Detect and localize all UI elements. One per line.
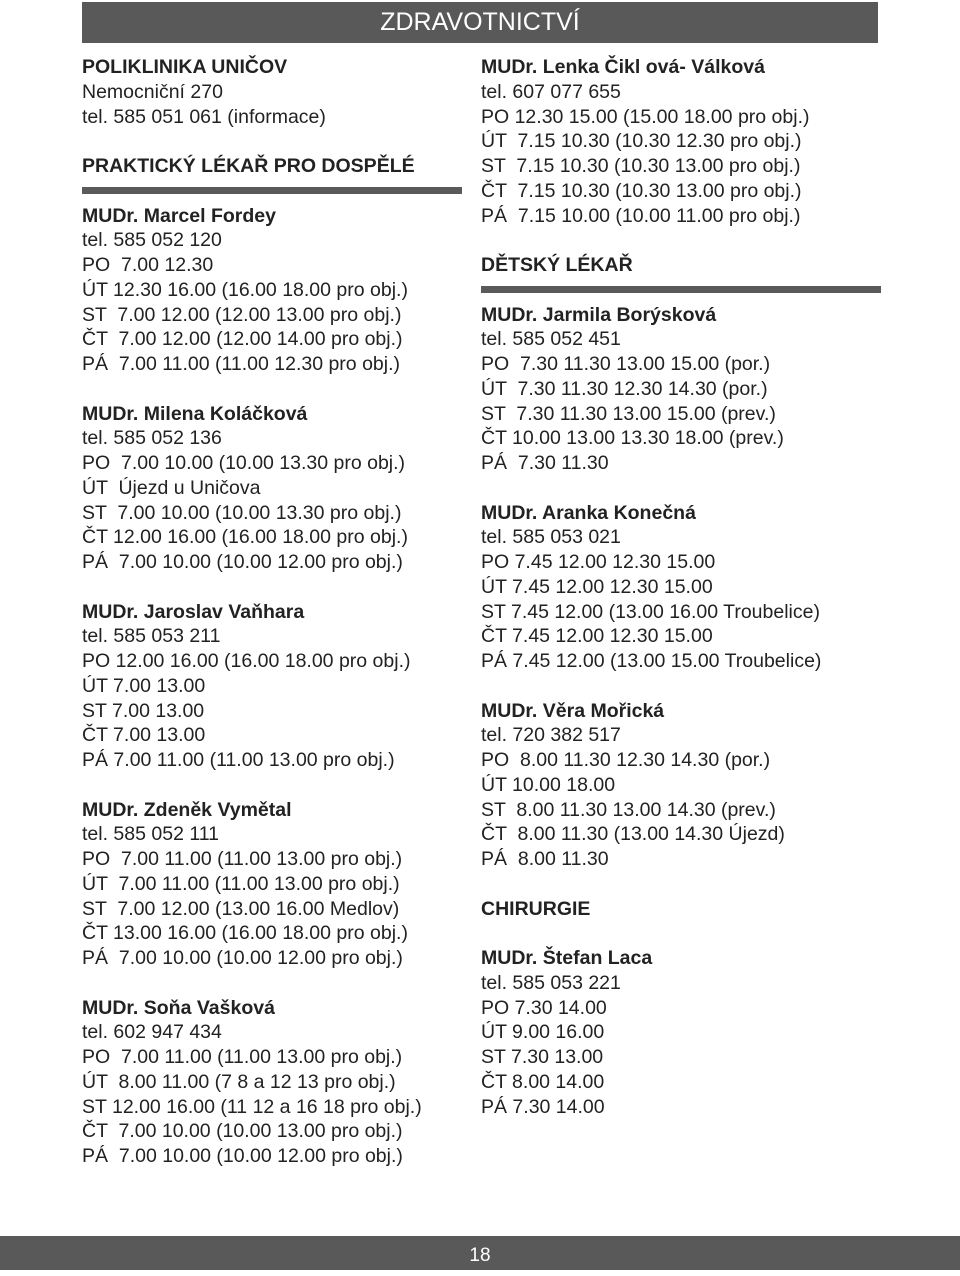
info-line: tel. 585 051 061 (informace) bbox=[82, 105, 326, 128]
info-line: PÁ 7.30 14.00 bbox=[481, 1095, 605, 1118]
info-line: ÚT 10.00 18.00 bbox=[481, 773, 616, 796]
section-heading-block bbox=[481, 253, 881, 293]
info-line: tel. 585 052 451 bbox=[481, 328, 621, 351]
info-line: PÁ 7.00 11.00 (11.00 12.30 pro obj.) bbox=[82, 353, 400, 375]
info-line: PO 7.00 11.00 (11.00 13.00 pro obj.) bbox=[82, 848, 403, 870]
page-footer bbox=[0, 1236, 960, 1270]
doctor-name: MUDr. Soňa Vašková bbox=[82, 996, 275, 1019]
info-line: ÚT 7.15 10.30 (10.30 12.30 pro obj.) bbox=[481, 130, 802, 153]
spacer bbox=[481, 872, 881, 897]
info-line: tel. 720 382 517 bbox=[481, 724, 621, 747]
spacer bbox=[82, 575, 462, 600]
info-line: PÁ 8.00 11.30 bbox=[481, 848, 609, 870]
info-line: PÁ 7.00 10.00 (10.00 12.00 pro obj.) bbox=[82, 551, 403, 573]
info-line: PO 7.00 11.00 (11.00 13.00 pro obj.) bbox=[82, 1046, 403, 1068]
info-line: ÚT 7.30 11.30 12.30 14.30 (por.) bbox=[481, 377, 768, 400]
info-line: ST 8.00 11.30 13.00 14.30 (prev.) bbox=[481, 798, 776, 821]
doctor-name: MUDr. Jaroslav Vaňhara bbox=[82, 600, 305, 623]
doctor-name: MUDr. Milena Koláčková bbox=[82, 402, 308, 425]
info-line: PÁ 7.30 11.30 bbox=[481, 452, 609, 474]
info-line: PO 7.30 14.00 bbox=[481, 996, 607, 1019]
info-line: ČT 7.00 12.00 (12.00 14.00 pro obj.) bbox=[82, 328, 403, 351]
info-line: ST 7.00 10.00 (10.00 13.30 pro obj.) bbox=[82, 501, 402, 524]
info-line: ÚT Újezd u Uničova bbox=[82, 476, 261, 499]
info-line: ČT 8.00 14.00 bbox=[481, 1070, 605, 1093]
info-line: tel. 585 053 211 bbox=[82, 625, 221, 648]
banner-title: ZDRAVOTNICTVÍ bbox=[380, 8, 580, 36]
info-line: ÚT 7.00 11.00 (11.00 13.00 pro obj.) bbox=[82, 872, 400, 895]
left-column bbox=[82, 55, 462, 1169]
spacer bbox=[82, 971, 462, 996]
info-line: ČT 7.45 12.00 12.30 15.00 bbox=[481, 625, 713, 648]
info-line: PO 7.45 12.00 12.30 15.00 bbox=[481, 551, 716, 573]
section-heading: DĚTSKÝ LÉKAŘ bbox=[481, 254, 633, 276]
info-line: tel. 585 053 021 bbox=[481, 526, 621, 549]
info-line: tel. 585 052 111 bbox=[82, 823, 219, 846]
info-line: PÁ 7.00 11.00 (11.00 13.00 pro obj.) bbox=[82, 749, 395, 771]
section-banner bbox=[82, 2, 878, 43]
info-line: ÚT 8.00 11.00 (7 8 a 12 13 pro obj.) bbox=[82, 1070, 396, 1093]
spacer bbox=[481, 228, 881, 253]
info-line: ST 7.30 11.30 13.00 15.00 (prev.) bbox=[481, 402, 776, 425]
info-line: PÁ 7.00 10.00 (10.00 12.00 pro obj.) bbox=[82, 1145, 403, 1167]
section-heading: PRAKTICKÝ LÉKAŘ PRO DOSPĚLÉ bbox=[82, 155, 415, 177]
doctor-name: MUDr. Aranka Konečná bbox=[481, 501, 696, 524]
info-line: ČT 7.00 13.00 bbox=[82, 724, 206, 747]
info-line: ST 7.00 13.00 bbox=[82, 699, 205, 722]
info-line: ST 7.15 10.30 (10.30 13.00 pro obj.) bbox=[481, 155, 801, 177]
section-title: POLIKLINIKA UNIČOV bbox=[82, 56, 288, 78]
info-line: tel. 585 052 136 bbox=[82, 427, 222, 450]
info-line: ČT 8.00 11.30 (13.00 14.30 Újezd) bbox=[481, 823, 785, 846]
info-line: Nemocniční 270 bbox=[82, 80, 223, 103]
info-line: ÚT 7.45 12.00 12.30 15.00 bbox=[481, 575, 713, 598]
info-line: tel. 607 077 655 bbox=[481, 80, 621, 103]
doctor-name: MUDr. Zdeněk Vymětal bbox=[82, 798, 292, 821]
info-line: PO 7.30 11.30 13.00 15.00 (por.) bbox=[481, 353, 771, 375]
spacer bbox=[82, 129, 462, 154]
info-line: ST 7.30 13.00 bbox=[481, 1046, 604, 1068]
info-line: ČT 12.00 16.00 (16.00 18.00 pro obj.) bbox=[82, 526, 408, 549]
info-line: PÁ 7.15 10.00 (10.00 11.00 pro obj.) bbox=[481, 204, 801, 227]
doctor-name: MUDr. Věra Mořická bbox=[481, 699, 665, 722]
info-line: ST 7.45 12.00 (13.00 16.00 Troubelice) bbox=[481, 600, 820, 623]
info-line: ČT 13.00 16.00 (16.00 18.00 pro obj.) bbox=[82, 922, 408, 945]
page-number: 18 bbox=[469, 1245, 491, 1266]
info-line: PO 7.00 10.00 (10.00 13.30 pro obj.) bbox=[82, 452, 406, 474]
info-line: ÚT 9.00 16.00 bbox=[481, 1021, 605, 1044]
info-line: ÚT 12.30 16.00 (16.00 18.00 pro obj.) bbox=[82, 278, 408, 301]
info-line: ÚT 7.00 13.00 bbox=[82, 674, 206, 697]
info-line: PÁ 7.00 10.00 (10.00 12.00 pro obj.) bbox=[82, 947, 403, 969]
doctor-name: MUDr. Lenka Čikl ová- Válková bbox=[481, 56, 765, 78]
spacer bbox=[481, 674, 881, 699]
info-line: ČT 7.00 10.00 (10.00 13.00 pro obj.) bbox=[82, 1120, 403, 1143]
section-divider bbox=[82, 187, 462, 194]
section-title: CHIRURGIE bbox=[481, 897, 591, 920]
spacer bbox=[481, 921, 881, 946]
info-line: ST 7.00 12.00 (12.00 13.00 pro obj.) bbox=[82, 303, 402, 326]
section-divider bbox=[481, 286, 881, 293]
info-line: tel. 602 947 434 bbox=[82, 1021, 222, 1044]
spacer bbox=[82, 377, 462, 402]
info-line: PO 8.00 11.30 12.30 14.30 (por.) bbox=[481, 749, 771, 771]
right-column bbox=[481, 55, 881, 1119]
spacer bbox=[82, 773, 462, 798]
info-line: tel. 585 052 120 bbox=[82, 229, 222, 252]
info-line: tel. 585 053 221 bbox=[481, 971, 621, 994]
info-line: PO 12.00 16.00 (16.00 18.00 pro obj.) bbox=[82, 650, 411, 672]
info-line: PO 7.00 12.30 bbox=[82, 254, 214, 276]
info-line: ČT 10.00 13.00 13.30 18.00 (prev.) bbox=[481, 427, 784, 450]
info-line: ST 12.00 16.00 (11 12 a 16 18 pro obj.) bbox=[82, 1095, 422, 1118]
info-line: PO 12.30 15.00 (15.00 18.00 pro obj.) bbox=[481, 105, 810, 128]
spacer bbox=[481, 476, 881, 501]
doctor-name: MUDr. Štefan Laca bbox=[481, 947, 653, 969]
section-heading-block bbox=[82, 154, 462, 194]
info-line: ST 7.00 12.00 (13.00 16.00 Medlov) bbox=[82, 897, 400, 920]
doctor-name: MUDr. Jarmila Borýsková bbox=[481, 303, 717, 326]
info-line: ČT 7.15 10.30 (10.30 13.00 pro obj.) bbox=[481, 179, 802, 202]
doctor-name: MUDr. Marcel Fordey bbox=[82, 204, 276, 227]
info-line: PÁ 7.45 12.00 (13.00 15.00 Troubelice) bbox=[481, 650, 822, 672]
